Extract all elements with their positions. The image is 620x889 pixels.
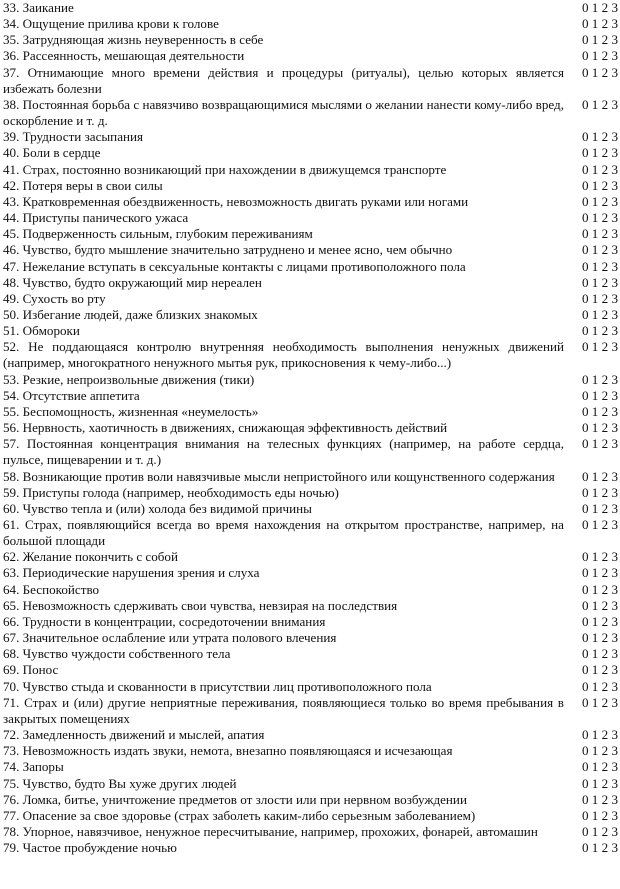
item-text: 73. Невозможность издать звуки, немота, внезапно появляющаяся и исчезающая: [3, 743, 453, 759]
item-text: 45. Подверженность сильным, глубоким переживаниям: [3, 226, 313, 242]
rating-scale: 0 1 2 3: [581, 500, 618, 516]
questionnaire-item: [3, 549, 618, 565]
questionnaire-item: [3, 614, 618, 630]
rating-scale: 0 1 2 3: [581, 48, 618, 64]
rating-scale: 0 1 2 3: [581, 840, 618, 856]
questionnaire-item: [3, 259, 618, 275]
questionnaire-item: [3, 824, 618, 840]
rating-scale: 0 1 2 3: [581, 743, 618, 759]
rating-scale: 0 1 2 3: [581, 775, 618, 791]
questionnaire-item: [3, 840, 618, 856]
questionnaire-item: [3, 388, 618, 404]
rating-scale: 0 1 2 3: [581, 517, 618, 532]
rating-scale: 0 1 2 3: [581, 807, 618, 823]
rating-scale: 0 1 2 3: [581, 694, 618, 710]
item-text: 52. Не поддающаяся контролю внутренняя необходимость выполнения ненужных движений (например, многократного ненужного мытья рук, прикосновения к чему-либо...): [3, 339, 564, 371]
questionnaire-item: [3, 436, 618, 468]
questionnaire-item: [3, 48, 618, 64]
item-text: 38. Постоянная борьба с навязчиво возвращающимися мыслями о желании нанести кому-либо вред, оскорбление и т. д.: [3, 96, 564, 129]
questionnaire-item: [3, 162, 618, 178]
rating-scale: 0 1 2 3: [581, 646, 618, 662]
questionnaire-item: [3, 194, 618, 210]
item-text: 55. Беспомощность, жизненная «неумелость»: [3, 403, 259, 419]
rating-scale: 0 1 2 3: [581, 177, 618, 193]
item-text: 46. Чувство, будто мышление значительно затруднено и менее ясно, чем обычно: [3, 242, 453, 258]
item-text: 48. Чувство, будто окружающий мир нереален: [3, 274, 262, 290]
questionnaire-item: [3, 727, 618, 743]
rating-scale: 0 1 2 3: [581, 549, 618, 565]
item-text: 78. Упорное, навязчивое, ненужное пересчитывание, например, прохожих, фонарей, автомашин: [3, 823, 538, 839]
item-text: 57. Постоянная концентрация внимания на телесных функциях (например, на работе сердца, пульсе, пищеварении и т. д.): [3, 436, 564, 468]
questionnaire-item: [3, 145, 618, 161]
questionnaire-item: [3, 695, 618, 727]
item-text: 74. Запоры: [3, 759, 64, 775]
item-text: 65. Невозможность сдерживать свои чувства, невзирая на последствия: [3, 597, 398, 613]
item-text: 59. Приступы голода (например, необходимость еды ночью): [3, 484, 339, 500]
rating-scale: 0 1 2 3: [581, 193, 618, 209]
item-text: 35. Затрудняющая жизнь неуверенность в себе: [3, 32, 264, 48]
item-text: 72. Замедленность движений и мыслей, апатия: [3, 727, 265, 743]
questionnaire-item: [3, 291, 618, 307]
item-text: 56. Нервность, хаотичность в движениях, снижающая эффективность действий: [3, 420, 448, 436]
rating-scale: 0 1 2 3: [581, 16, 618, 32]
questionnaire-item: [3, 630, 618, 646]
item-text: 40. Боли в сердце: [3, 145, 101, 161]
rating-scale: 0 1 2 3: [581, 403, 618, 419]
questionnaire-item: [3, 242, 618, 258]
rating-scale: 0 1 2 3: [581, 613, 618, 629]
rating-scale: 0 1 2 3: [581, 242, 618, 258]
rating-scale: 0 1 2 3: [581, 630, 618, 646]
item-text: 37. Отнимающие много времени действия и процедуры (ритуалы), целью которых является избежать болезни: [3, 64, 564, 96]
rating-scale: 0 1 2 3: [581, 306, 618, 322]
rating-scale: 0 1 2 3: [581, 565, 618, 581]
rating-scale: 0 1 2 3: [581, 823, 618, 839]
questionnaire-item: [3, 679, 618, 695]
item-text: 67. Значительное ослабление или утрата полового влечения: [3, 630, 337, 646]
rating-scale: 0 1 2 3: [581, 420, 618, 436]
rating-scale: 0 1 2 3: [581, 323, 618, 339]
rating-scale: 0 1 2 3: [581, 678, 618, 694]
questionnaire-item: [3, 97, 618, 129]
item-text: 42. Потеря веры в свои силы: [3, 177, 163, 193]
rating-scale: 0 1 2 3: [581, 759, 618, 775]
item-text: 60. Чувство тепла и (или) холода без видимой причины: [3, 500, 312, 516]
item-text: 62. Желание покончить с собой: [3, 549, 178, 565]
item-text: 63. Периодические нарушения зрения и слуха: [3, 565, 260, 581]
item-text: 47. Нежелание вступать в сексуальные контакты с лицами противоположного пола: [3, 258, 466, 274]
questionnaire-item: [3, 129, 618, 145]
item-text: 58. Возникающие против воли навязчивые мысли непристойного или кощунственного содержания: [3, 468, 555, 484]
questionnaire-item: [3, 565, 618, 581]
item-text: 70. Чувство стыда и скованности в присутствии лиц противоположного пола: [3, 678, 432, 694]
questionnaire-item: [3, 178, 618, 194]
questionnaire-item: [3, 808, 618, 824]
rating-scale: 0 1 2 3: [581, 226, 618, 242]
item-text: 79. Частое пробуждение ночью: [3, 840, 177, 856]
rating-scale: 0 1 2 3: [581, 791, 618, 807]
rating-scale: 0 1 2 3: [581, 387, 618, 403]
item-text: 34. Ощущение прилива крови к голове: [3, 16, 219, 32]
questionnaire-item: [3, 776, 618, 792]
item-text: 33. Заикание: [3, 0, 74, 15]
rating-scale: 0 1 2 3: [581, 161, 618, 177]
rating-scale: 0 1 2 3: [581, 32, 618, 48]
rating-scale: 0 1 2 3: [581, 727, 618, 743]
questionnaire-item: [3, 469, 618, 485]
item-text: 50. Избегание людей, даже близких знакомых: [3, 306, 258, 322]
questionnaire-item: [3, 275, 618, 291]
rating-scale: 0 1 2 3: [581, 484, 618, 500]
rating-scale: 0 1 2 3: [581, 371, 618, 387]
item-text: 43. Кратковременная обездвиженность, невозможность двигать руками или ногами: [3, 193, 469, 209]
item-text: 69. Понос: [3, 662, 59, 678]
questionnaire-item: [3, 372, 618, 388]
rating-scale: 0 1 2 3: [581, 96, 618, 112]
rating-scale: 0 1 2 3: [581, 581, 618, 597]
rating-scale: 0 1 2 3: [581, 290, 618, 306]
item-text: 36. Рассеянность, мешающая деятельности: [3, 48, 245, 64]
item-text: 61. Страх, появляющийся всегда во время нахождения на открытом пространстве, например, на большой площади: [3, 517, 564, 549]
questionnaire-item: [3, 598, 618, 614]
rating-scale: 0 1 2 3: [581, 662, 618, 678]
rating-scale: 0 1 2 3: [581, 64, 618, 80]
item-text: 76. Ломка, битье, уничтожение предметов от злости или при нервном возбуждении: [3, 791, 467, 807]
rating-scale: 0 1 2 3: [581, 274, 618, 290]
questionnaire-item: [3, 662, 618, 678]
item-text: 39. Трудности засыпания: [3, 129, 144, 145]
questionnaire-item: [3, 65, 618, 97]
item-text: 54. Отсутствие аппетита: [3, 387, 140, 403]
questionnaire-item: [3, 323, 618, 339]
rating-scale: 0 1 2 3: [581, 468, 618, 484]
rating-scale: 0 1 2 3: [581, 129, 618, 145]
questionnaire-item: [3, 32, 618, 48]
questionnaire-item: [3, 0, 618, 16]
questionnaire-item: [3, 582, 618, 598]
item-text: 64. Беспокойство: [3, 581, 100, 597]
item-text: 44. Приступы панического ужаса: [3, 210, 189, 226]
questionnaire-item: [3, 792, 618, 808]
questionnaire-item: [3, 759, 618, 775]
questionnaire-item: [3, 420, 618, 436]
questionnaire-item: [3, 210, 618, 226]
questionnaire-item: [3, 743, 618, 759]
questionnaire-item: [3, 646, 618, 662]
questionnaire-item: [3, 307, 618, 323]
item-text: 51. Обмороки: [3, 323, 80, 339]
questionnaire-item: [3, 339, 618, 371]
rating-scale: 0 1 2 3: [581, 210, 618, 226]
questionnaire-item: [3, 16, 618, 32]
questionnaire-item: [3, 501, 618, 517]
questionnaire-item: [3, 226, 618, 242]
item-text: 53. Резкие, непроизвольные движения (тики): [3, 371, 255, 387]
questionnaire-item: [3, 485, 618, 501]
item-text: 41. Страх, постоянно возникающий при нахождении в движущемся транспорте: [3, 161, 447, 177]
item-text: 66. Трудности в концентрации, сосредоточении внимания: [3, 613, 326, 629]
item-text: 77. Опасение за свое здоровье (страх заболеть каким-либо серьезным заболеванием): [3, 807, 476, 823]
rating-scale: 0 1 2 3: [581, 597, 618, 613]
item-text: 68. Чувство чуждости собственного тела: [3, 646, 231, 662]
questionnaire-item: [3, 404, 618, 420]
rating-scale: 0 1 2 3: [581, 258, 618, 274]
rating-scale: 0 1 2 3: [581, 0, 618, 15]
rating-scale: 0 1 2 3: [581, 436, 618, 452]
rating-scale: 0 1 2 3: [581, 145, 618, 161]
item-text: 49. Сухость во рту: [3, 290, 106, 306]
questionnaire-item: [3, 517, 618, 549]
rating-scale: 0 1 2 3: [581, 339, 618, 355]
item-text: 75. Чувство, будто Вы хуже других людей: [3, 775, 237, 791]
item-text: 71. Страх и (или) другие неприятные переживания, появляющиеся только во время пребывания в закрытых помещениях: [3, 694, 564, 726]
